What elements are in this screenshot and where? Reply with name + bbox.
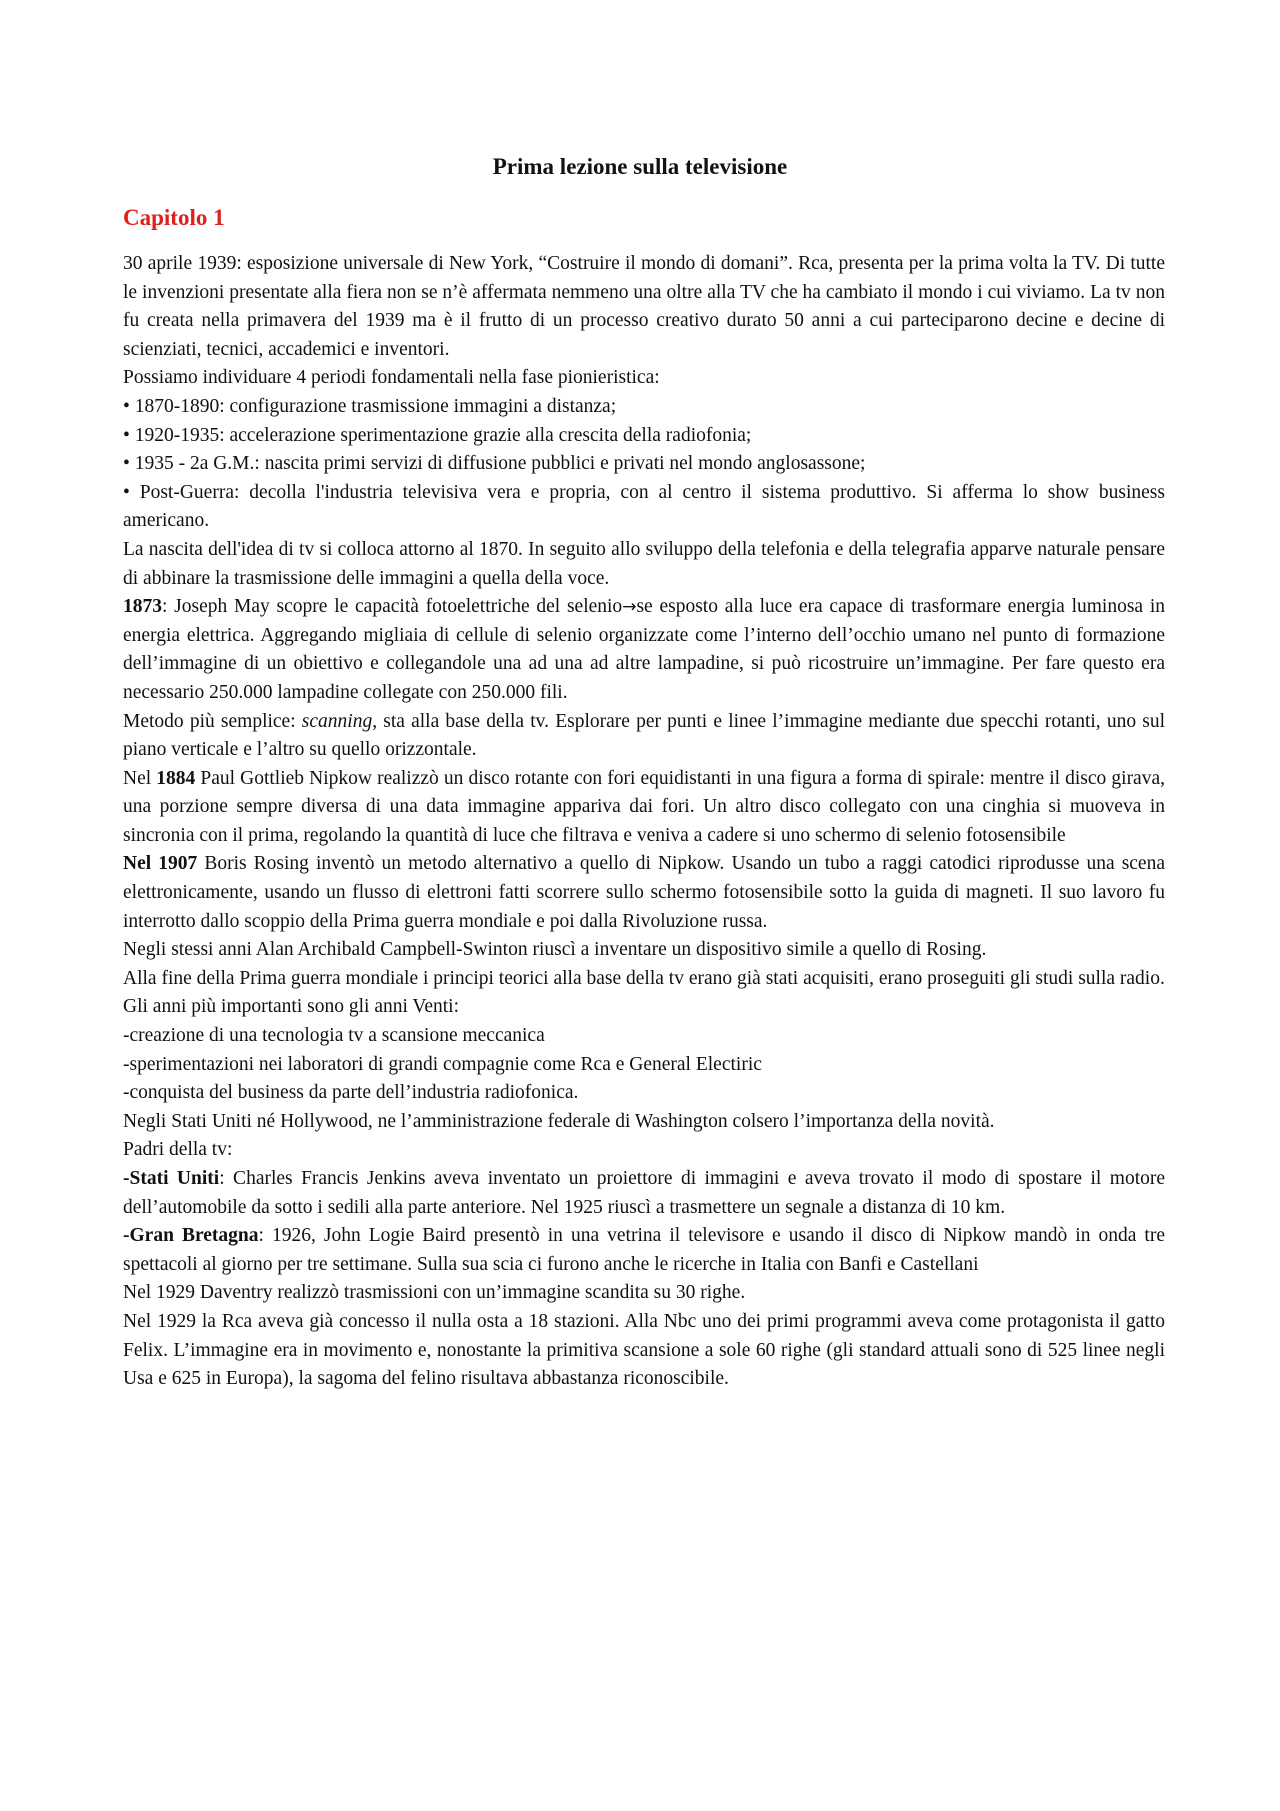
year-1884: 1884 <box>156 767 196 789</box>
paragraph-felix: Nel 1929 la Rca aveva già concesso il nulla osta a 18 stazioni. Alla Nbc uno dei primi programmi aveva come protagonista il gatto Felix. L’immagine era in movimento e, nonostante la primitiva scansione a sole 60 righe (gli standard attuali sono di 525 linee negli Usa e 625 in Europa), la sagoma del felino risultava abbastanza riconoscibile. <box>123 1310 1165 1390</box>
nipkow-text: Paul Gottlieb Nipkow realizzò un disco rotante con fori equidistanti in una figura a forma di spirale: mentre il disco girava, una porzione sempre diversa di una data immagine appariva dai fori. Un altro disco collegato con una cinghia si muoveva in sincronia con il prima, regolando la quantità di luce che filtrava e veniva a cadere si uno schermo di selenio fotosensibile <box>123 767 1165 846</box>
paragraph-may-1873 <box>123 593 1165 707</box>
may-text-b: se esposto alla luce era capace di trasformare energia luminosa in energia elettrica. Aggregando migliaia di cellule di selenio organizzate come l’interno dell’occhio umano nel punto di formazione dell’immagine di un obiettivo e collegandole una ad una ad altre lampadine, si può ricostruire un’immagine. Per fare questo era necessario 250.000 lampadine collegate con 250.000 fili. <box>123 596 1165 703</box>
paragraph-twenties-intro: Gli anni più importanti sono gli anni Venti: <box>123 996 459 1018</box>
uk-lead: -Gran Bretagna <box>123 1225 259 1247</box>
bullet-item-period: • 1935 - 2a G.M.: nascita primi servizi di diffusione pubblici e privati nel mondo anglosassone; <box>123 453 866 475</box>
usa-lead: -Stati Uniti <box>123 1168 220 1189</box>
document-body <box>123 250 1165 1394</box>
paragraph-usa <box>123 1165 1165 1222</box>
list-item-twenties: -conquista del business da parte dell’industria radiofonica. <box>123 1082 579 1104</box>
rosing-lead: Nel 1907 <box>123 853 198 875</box>
arrow-right-icon: → <box>622 597 637 618</box>
scanning-prefix: Metodo più semplice: <box>123 710 302 732</box>
may-text-a: : Joseph May scopre le capacità fotoelettriche del selenio <box>162 596 623 618</box>
year-1873: 1873 <box>123 596 162 618</box>
rosing-text: Boris Rosing inventò un metodo alternativo a quello di Nipkow. Usando un tubo a raggi catodici riprodusse una scena elettronicamente, usando un flusso di elettroni fatti scorrere sullo schermo fotosensibile sotto la guida di magneti. Il suo lavoro fu interrotto dallo scoppio della Prima guerra mondiale e poi dalla Rivoluzione russa. <box>123 853 1165 932</box>
paragraph-nipkow <box>123 765 1165 851</box>
paragraph-fathers-intro: Padri della tv: <box>123 1139 233 1161</box>
scanning-term: scanning <box>301 710 373 732</box>
paragraph-rosing <box>123 850 1165 936</box>
scanning-suffix: , sta alla base della tv. Esplorare per punti e linee l’immagine mediante due specchi rotanti, uno sul piano verticale e l’altro su quello orizzontale. <box>123 710 1165 761</box>
list-item-twenties: -sperimentazioni nei laboratori di grandi compagnie come Rca e General Electiric <box>123 1053 762 1075</box>
chapter-heading: Capitolo 1 <box>123 205 225 230</box>
paragraph-postwar: Alla fine della Prima guerra mondiale i principi teorici alla base della tv erano già stati acquisiti, erano proseguiti gli studi sulla radio. <box>123 967 1165 989</box>
bullet-item-period: • 1870-1890: configurazione trasmissione immagini a distanza; <box>123 395 617 417</box>
paragraph-scanning <box>123 708 1165 765</box>
paragraph-campbell: Negli stessi anni Alan Archibald Campbell-Swinton riuscì a inventare un dispositivo simile a quello di Rosing. <box>123 939 987 961</box>
nipkow-prefix: Nel <box>123 767 157 789</box>
paragraph-birth-idea: La nascita dell'idea di tv si colloca attorno al 1870. In seguito allo sviluppo della telefonia e della telegrafia apparve naturale pensare di abbinare la trasmissione delle immagini a quella della voce. <box>123 538 1165 589</box>
uk-text: : 1926, John Logie Baird presentò in una vetrina il televisore e usando il disco di Nipkow mandò in onda tre spettacoli al giorno per tre settimane. Sulla sua scia ci furono anche le ricerche in Italia con Banfi e Castellani <box>123 1225 1165 1275</box>
list-item-twenties: -creazione di una tecnologia tv a scansione meccanica <box>123 1025 545 1047</box>
document-title: Prima lezione sulla televisione <box>492 154 788 179</box>
paragraph-uk <box>123 1222 1165 1279</box>
paragraph-hollywood: Negli Stati Uniti né Hollywood, ne l’amministrazione federale di Washington colsero l’importanza della novità. <box>123 1110 995 1132</box>
paragraph-intro: 30 aprile 1939: esposizione universale di New York, “Costruire il mondo di domani”. Rca, presenta per la prima volta la TV. Di tutte le invenzioni presentate alla fiera non se n’è affermata nemmeno una oltre alla TV che ha cambiato il mondo i cui viviamo. La tv non fu creata nella primavera del 1939 ma è il frutto di un processo creativo durato 50 anni a cui parteciparono decine e decine di scienziati, tecnici, accademici e inventori. <box>123 253 1165 360</box>
bullet-item-period: • Post-Guerra: decolla l'industria televisiva vera e propria, con al centro il sistema produttivo. Si afferma lo show business americano. <box>123 481 1165 532</box>
usa-text: : Charles Francis Jenkins aveva inventato un proiettore di immagini e aveva trovato il modo di spostare il motore dell’automobile da sotto i sedili alla parte anteriore. Nel 1925 riuscì a trasmettere un segnale a distanza di 10 km. <box>123 1168 1166 1218</box>
paragraph-periods-intro: Possiamo individuare 4 periodi fondamentali nella fase pionieristica: <box>123 367 660 389</box>
bullet-item-period: • 1920-1935: accelerazione sperimentazione grazie alla crescita della radiofonia; <box>123 424 752 446</box>
paragraph-daventry: Nel 1929 Daventry realizzò trasmissioni con un’immagine scandita su 30 righe. <box>123 1282 746 1304</box>
